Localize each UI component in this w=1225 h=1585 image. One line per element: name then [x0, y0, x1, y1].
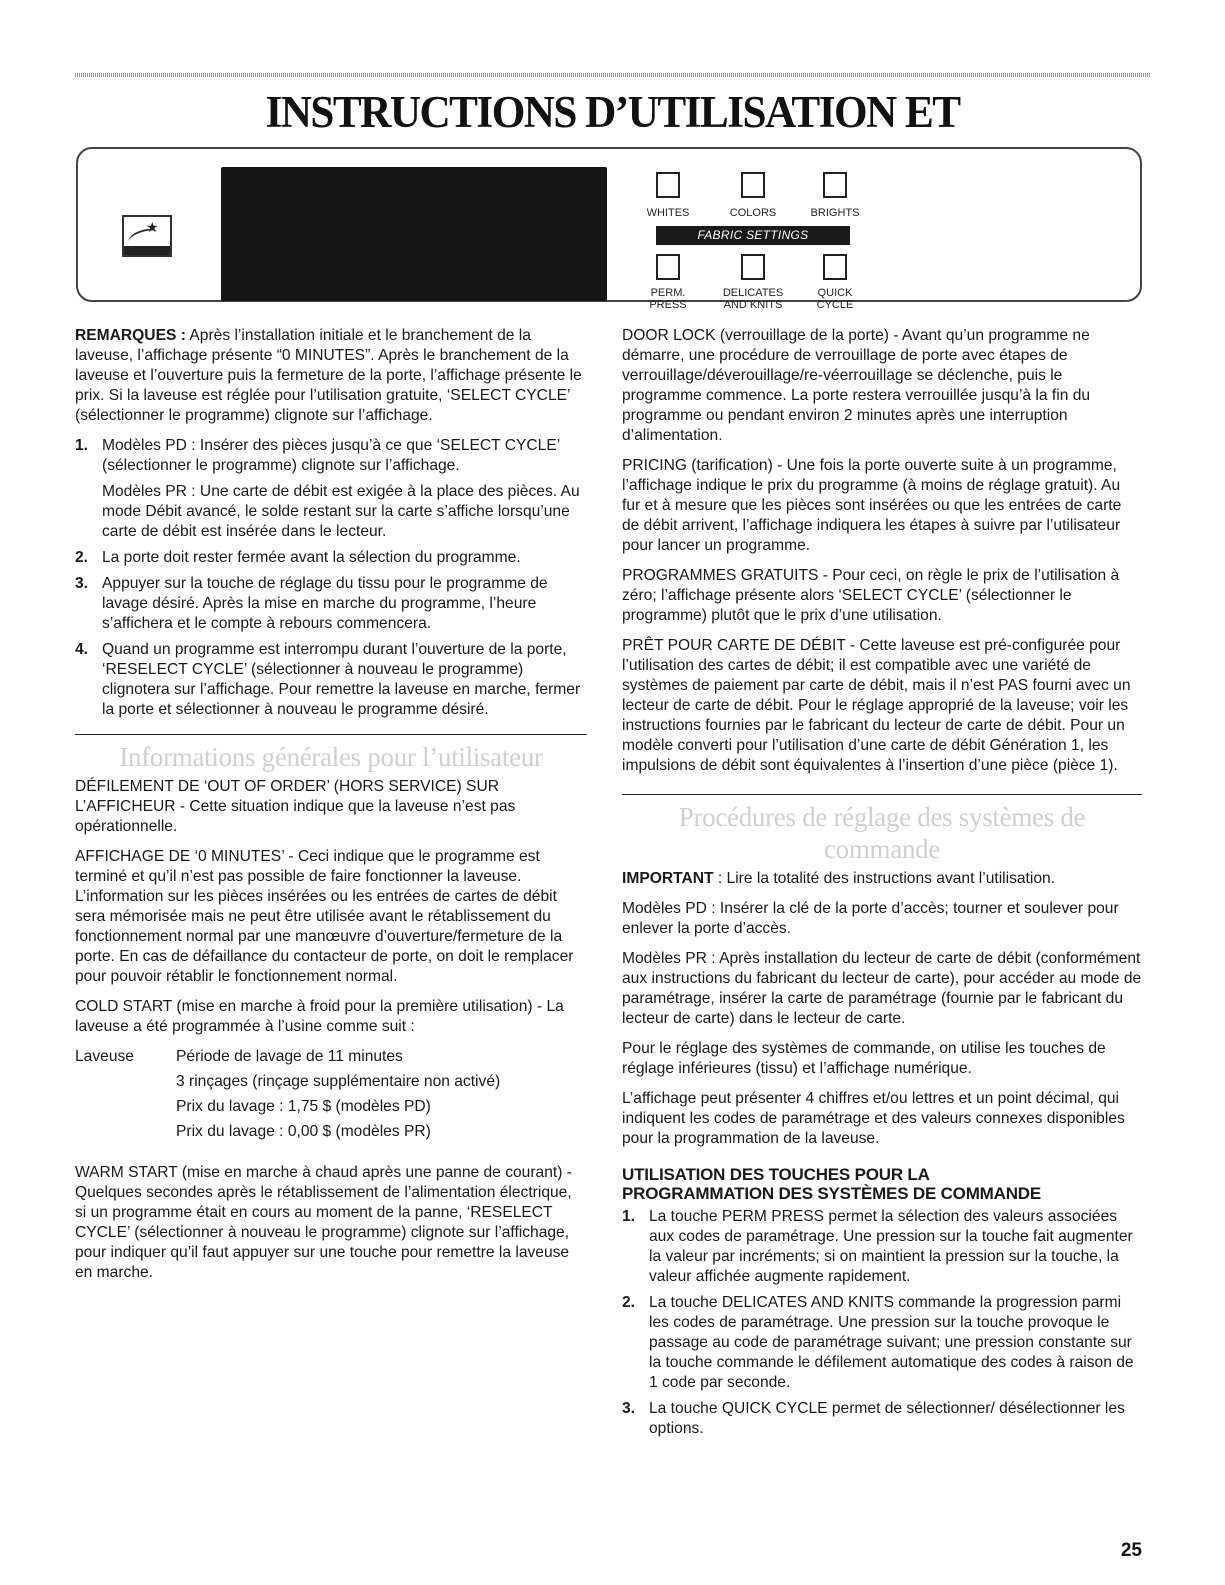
right-column: [622, 326, 1142, 1449]
keys-list: [622, 1207, 1142, 1439]
page-number: 25: [1120, 1540, 1142, 1561]
section-divider: [75, 734, 587, 735]
fabric-settings-bar: FABRIC SETTINGS: [656, 226, 850, 245]
subheading: UTILISATION DES TOUCHES POUR LA PROGRAMMATION DES SYSTÈMES DE COMMANDE: [622, 1165, 1041, 1203]
whites-button: [656, 172, 680, 198]
quick-cycle-button: [823, 254, 847, 280]
table-row: Laveuse Période de lavage de 11 minutes: [75, 1048, 403, 1065]
control-panel-illustration: [76, 147, 1142, 311]
colors-button: [741, 172, 765, 198]
list-item: 4. Quand un programme est interrompu durant l’ouverture de la porte, ‘RESELECT CYCLE’ (sélectionner à nouveau le programme) clignotera sur l’affichage. Pour remettre la laveuse en marche, fermer la porte et sélectionner à nouveau le programme désiré.: [75, 641, 581, 718]
list-item: 2. La touche DELICATES AND KNITS commande la progression parmi les codes de paramétrage. Une pression sur la touche provoque le passage au code de paramétrage suivant; une pression constante sur la touche commande le défilement automatique des codes à raison de 1 code par seconde.: [622, 1294, 1134, 1391]
whites-label: WHITES: [646, 207, 690, 219]
delicates-label: DELICATES AND KNITS: [722, 287, 784, 311]
debit-card-paragraph: PRÊT POUR CARTE DE DÉBIT - Cette laveuse est pré-configurée pour l’utilisation des cartes de débit; il est compatible avec une variété de systèmes de paiement par carte de débit, mais il n’est PAS fourni avec un lecteur de carte de débit. Pour le réglage approprié de la laveuse; voir les instructions fournies par le fabricant du lecteur de carte de débit. Pour un modèle converti pour l’utilisation d’une carte de débit Génération 1, les impulsions de débit sont équivalentes à l’insertion d’une pièce (pièce 1).: [622, 637, 1131, 774]
quick-cycle-label: QUICK CYCLE: [816, 287, 854, 311]
table-row: Prix du lavage : 0,00 $ (modèles PR): [176, 1123, 431, 1140]
list-item: 1. La touche PERM PRESS permet la sélection des valeurs associées aux codes de paramétrage. Une pression sur la touche fait augmenter la valeur par incréments; si on maintient la pression sur la touche, la valeur affichée augmente rapidement.: [622, 1208, 1133, 1285]
top-divider: [75, 73, 1150, 77]
cold-start-table: [75, 1047, 500, 1147]
section-title-general-info: Informations générales pour l’utilisateur: [119, 742, 543, 772]
list-item: 2. La porte doit rester fermée avant la sélection du programme.: [75, 549, 521, 566]
free-programs-paragraph: PROGRAMMES GRATUITS - Pour ceci, on règle le prix de l’utilisation à zéro; l’affichage présente alors ‘SELECT CYCLE’ (sélectionner le programme) plutôt que le prix d’une utilisation.: [622, 567, 1120, 624]
section-title-control-setup: Procédures de réglage des systèmes de commande: [678, 802, 1086, 864]
perm-press-button: [656, 254, 680, 280]
display-screen: [221, 167, 607, 301]
pricing-paragraph: PRICING (tarification) - Une fois la porte ouverte suite à un programme, l’affichage indique le prix du programme (à moins de réglage gratuit). Au fur et à mesure que les pièces sont insérées ou que les entrées de carte de débit arrivent, l’affichage indiquera les étapes à suivre par l’utilisateur pour lancer un programme.: [622, 457, 1122, 554]
table-row: Prix du lavage : 1,75 $ (modèles PD): [176, 1098, 431, 1115]
list-item: 3. La touche QUICK CYCLE permet de sélectionner/ désélectionner les options.: [622, 1400, 1125, 1437]
section-divider: [622, 794, 1142, 795]
pd-models-paragraph: Modèles PD : Insérer la clé de la porte d’accès; tourner et soulever pour enlever la porte d’accès.: [622, 900, 1119, 937]
left-column: [75, 326, 587, 1293]
zero-minutes-paragraph: AFFICHAGE DE ‘0 MINUTES’ - Ceci indique que le programme est terminé et qu’il n’est pas possible de faire fonctionner la laveuse. L’information sur les pièces insérées ou les entrées de cartes de débit sera mémorisée mais ne peut être utilisée avant le rétablissement du fonctionnement normal par une manœuvre d’ouverture/fermeture de la porte. En cas de défaillance du contacteur de porte, on doit le remplacer pour pouvoir rétablir le fonctionnement normal.: [75, 848, 574, 985]
page-title: INSTRUCTIONS D’UTILISATION ET: [265, 87, 960, 137]
door-lock-paragraph: DOOR LOCK (verrouillage de la porte) - Avant qu’un programme ne démarre, une procédure de verrouillage de porte avec étapes de verrouillage/déverouillage/re-véerrouillage se déclenche, puis le programme commence. La porte restera verrouillée jusqu’à la fin du programme ou pendant environ 2 minutes après une interruption d’alimentation.: [622, 327, 1091, 444]
delicates-button: [741, 254, 765, 280]
list-item: 1. Modèles PD : Insérer des pièces jusqu’à ce que ‘SELECT CYCLE’ (sélectionner le programme) clignote sur l’affichage. Modèles PR : Une carte de débit est exigée à la place des pièces. Au mode Débit avancé, le solde restant sur la carte s’affiche lorsqu’une carte de débit est insérée dans le lecteur.: [75, 437, 580, 540]
list-item: 3. Appuyer sur la touche de réglage du tissu pour le programme de lavage désiré. Après la mise en marche du programme, l’heure s’affichera et le compte à rebours commencera.: [75, 575, 548, 632]
colors-label: COLORS: [729, 207, 777, 219]
energy-star-logo-icon: ★: [122, 215, 172, 257]
remarks-paragraph: REMARQUES : Après l’installation initiale et le branchement de la laveuse, l’affichage présente “0 MINUTES”. Après le branchement de la laveuse et l’ouverture puis la fermeture de la porte, l’affichage présente le prix. Si la laveuse est réglée pour l’utilisation gratuite, ‘SELECT CYCLE’ (sélectionner le programme) clignote sur l’affichage.: [75, 327, 582, 424]
display-paragraph: L’affichage peut présenter 4 chiffres et/ou lettres et un point décimal, qui indiquent les codes de paramétrage et des valeurs connexes disponibles pour la programmation de la laveuse.: [622, 1090, 1125, 1147]
perm-press-label: PERM. PRESS: [649, 287, 687, 311]
brights-button: [823, 172, 847, 198]
warm-start-paragraph: WARM START (mise en marche à chaud après une panne de courant) - Quelques secondes après le rétablissement de l’alimentation électrique, si un programme était en cours au moment de la panne, ‘RESELECT CYCLE’ (sélectionner à nouveau le programme) clignote sur l’affichage, pour indiquer qu’il faut appuyer sur une touche pour remettre la laveuse en marche.: [75, 1164, 572, 1281]
pr-models-paragraph: Modèles PR : Après installation du lecteur de carte de débit (conformément aux instructions du fabricant du lecteur de carte), pour accéder au mode de paramétrage, insérer la carte de paramétrage (fournie par le fabricant du lecteur de carte) dans le lecteur de carte.: [622, 950, 1142, 1027]
brights-label: BRIGHTS: [810, 207, 860, 219]
controls-paragraph: Pour le réglage des systèmes de commande, on utilise les touches de réglage inférieures (tissu) et l’affichage numérique.: [622, 1040, 1106, 1077]
important-paragraph: IMPORTANT : Lire la totalité des instructions avant l’utilisation.: [622, 870, 1056, 887]
cold-start-paragraph: COLD START (mise en marche à froid pour la première utilisation) - La laveuse a été programmée à l’usine comme suit :: [75, 998, 564, 1035]
remarks-list: [75, 436, 587, 720]
out-of-order-paragraph: DÉFILEMENT DE ‘OUT OF ORDER’ (HORS SERVICE) SUR L’AFFICHEUR - Cette situation indique que la laveuse n’est pas opérationnelle.: [75, 778, 516, 835]
table-row: 3 rinçages (rinçage supplémentaire non activé): [176, 1073, 501, 1090]
